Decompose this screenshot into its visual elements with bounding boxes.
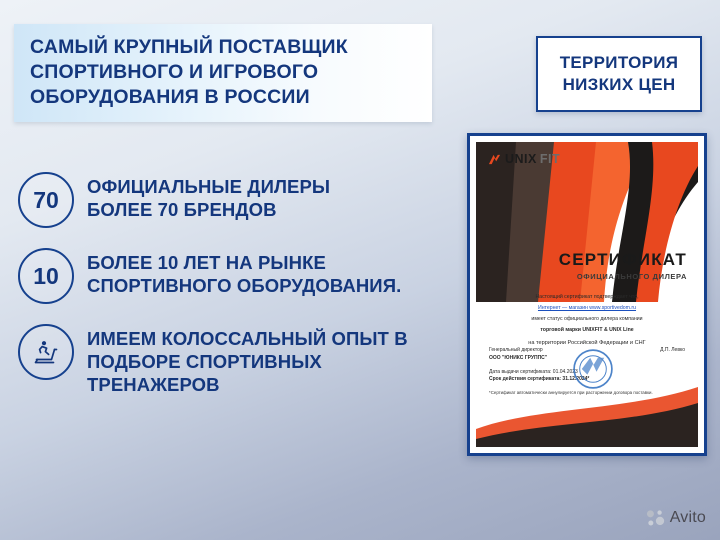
treadmill-icon [18, 324, 74, 380]
feature-text-dealers-line-2: БОЛЕЕ 70 БРЕНДОВ [87, 199, 277, 220]
territory-badge-line-1: ТЕРРИТОРИЯ [559, 53, 679, 72]
certificate-body [490, 294, 684, 351]
certificate-subtitle: ОФИЦИАЛЬНОГО ДИЛЕРА [576, 272, 687, 281]
headline-banner [14, 24, 432, 122]
certificate-director-name: Д.П. Левко [660, 347, 685, 353]
certificate-body-line-4: торговой марки UNIXFIT & UNIX Line [540, 327, 634, 333]
headline-line-3: ОБОРУДОВАНИЯ В РОССИИ [30, 86, 310, 108]
feature-item-experience-years [18, 248, 458, 304]
unixfit-logo-icon [488, 153, 501, 166]
feature-badge-70: 70 [18, 172, 74, 228]
certificate-issue-date: Дата выдачи сертификата: 01.04.2023 [489, 369, 578, 375]
certificate-logo-name: UNIX [505, 152, 537, 166]
certificate-body-line-2: Интернет — магазин www.sportivedom.ru [537, 305, 637, 311]
avito-watermark-text: Avito [669, 509, 706, 526]
headline-text-block [14, 24, 432, 110]
avito-watermark [645, 508, 706, 528]
feature-text-expertise-line-2: ПОДБОРЕ СПОРТИВНЫХ [87, 351, 322, 372]
certificate-logo-suffix: FIT [539, 152, 561, 166]
feature-text-expertise [87, 324, 408, 396]
certificate-note: *Сертификат автоматически аннулируется при расторжении договора поставки. [489, 390, 653, 395]
feature-item-dealers [18, 172, 458, 228]
feature-text-expertise-line-1: ИМЕЕМ КОЛОССАЛЬНЫЙ ОПЫТ В [87, 328, 408, 349]
feature-text-experience-years [87, 248, 401, 297]
certificate-inner [476, 142, 698, 447]
feature-text-dealers [87, 172, 330, 221]
feature-item-expertise [18, 324, 458, 396]
feature-text-expertise-line-3: ТРЕНАЖЕРОВ [87, 374, 220, 395]
territory-badge-line-2: НИЗКИХ ЦЕН [562, 75, 676, 94]
certificate-logo [488, 152, 560, 166]
certificate-title: СЕРТИФИКАТ [558, 250, 687, 269]
certificate-body-line-1: Настоящий сертификат подтверждает что, [535, 294, 639, 300]
avito-dots-icon [645, 508, 665, 528]
headline-line-2: СПОРТИВНОГО И ИГРОВОГО [30, 61, 319, 83]
certificate-region: на территории Российской Федерации и СНГ [528, 340, 646, 346]
feature-badge-10: 10 [18, 248, 74, 304]
certificate-signer-role: Генеральный директор [489, 347, 543, 353]
certificate-card [467, 133, 707, 456]
certificate-valid-until: Срок действия сертификата: 31.12.2024* [489, 376, 590, 382]
feature-text-years-line-2: СПОРТИВНОГО ОБОРУДОВАНИЯ. [87, 275, 402, 296]
certificate-title-block [559, 250, 687, 281]
headline-line-1: САМЫЙ КРУПНЫЙ ПОСТАВЩИК [30, 36, 348, 58]
feature-text-years-line-1: БОЛЕЕ 10 ЛЕТ НА РЫНКЕ [87, 252, 326, 273]
certificate-stamp-icon [572, 348, 614, 390]
certificate-body-line-3: имеет статус официального дилера компании [531, 316, 643, 322]
certificate-signer-company: ООО "ЮНИКС ГРУППС" [489, 354, 548, 361]
feature-text-dealers-line-1: ОФИЦИАЛЬНЫЕ ДИЛЕРЫ [87, 176, 331, 197]
feature-list [18, 172, 458, 416]
territory-badge [536, 36, 702, 112]
